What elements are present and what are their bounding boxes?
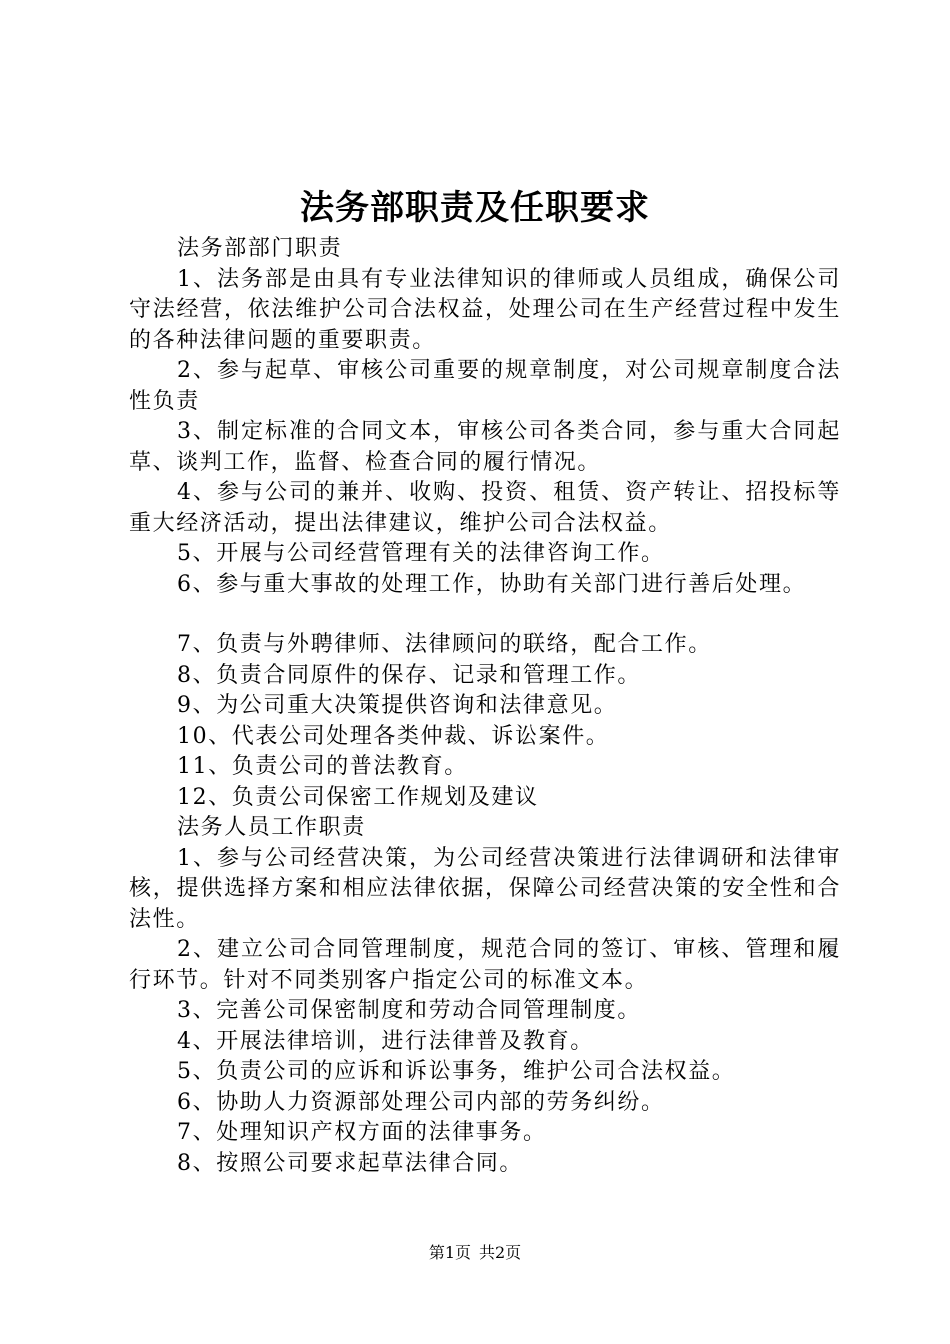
paragraph: 9、为公司重大决策提供咨询和法律意见。 [177, 693, 618, 718]
page-number: 第1页 [428, 1243, 471, 1262]
document-body [129, 234, 841, 1179]
paragraph: 3、制定标准的合同文本，审核公司各类合同，参与重大合同起草、谈判工作，监督、检查合同的履行情况。 [129, 419, 841, 475]
paragraph: 6、协助人力资源部处理公司内部的劳务纠纷。 [177, 1089, 665, 1115]
paragraph: 1、参与公司经营决策，为公司经营决策进行法律调研和法律审核，提供选择方案和相应法律依据，保障公司经营决策的安全性和合法性。 [129, 845, 841, 932]
section-heading-department-duties: 法务部部门职责 [177, 236, 343, 261]
paragraph: 5、开展与公司经营管理有关的法律咨询工作。 [177, 541, 665, 566]
paragraph: 5、负责公司的应诉和诉讼事务，维护公司合法权益。 [177, 1059, 736, 1084]
paragraph: 12、负责公司保密工作规划及建议 [177, 784, 539, 810]
paragraph: 4、参与公司的兼并、收购、投资、租赁、资产转让、招投标等重大经济活动，提出法律建议，维护公司合法权益。 [129, 480, 841, 536]
paragraph: 6、参与重大事故的处理工作，协助有关部门进行善后处理。 [177, 571, 807, 597]
paragraph: 10、代表公司处理各类仲裁、诉讼案件。 [177, 723, 610, 749]
paragraph: 8、负责合同原件的保存、记录和管理工作。 [177, 662, 641, 688]
paragraph: 3、完善公司保密制度和劳动合同管理制度。 [177, 998, 641, 1023]
page-total: 共2页 [479, 1243, 522, 1262]
paragraph: 8、按照公司要求起草法律合同。 [177, 1150, 523, 1176]
paragraph: 7、负责与外聘律师、法律顾问的联络，配合工作。 [177, 632, 712, 657]
paragraph: 11、负责公司的普法教育。 [177, 754, 468, 779]
section-heading-staff-duties: 法务人员工作职责 [177, 815, 366, 840]
page-footer [0, 1241, 950, 1265]
paragraph: 4、开展法律培训，进行法律普及教育。 [177, 1028, 594, 1054]
paragraph: 1、法务部是由具有专业法律知识的律师或人员组成，确保公司守法经营，依法维护公司合法权益，处理公司在生产经营过程中发生的各种法律问题的重要职责。 [129, 266, 841, 353]
paragraph: 7、处理知识产权方面的法律事务。 [177, 1120, 547, 1145]
document-title: 法务部职责及任职要求 [300, 188, 650, 228]
paragraph: 2、参与起草、审核公司重要的规章制度，对公司规章制度合法性负责 [129, 358, 841, 414]
paragraph: 2、建立公司合同管理制度，规范合同的签订、审核、管理和履行环节。针对不同类别客户指定公司的标准文本。 [129, 937, 841, 993]
